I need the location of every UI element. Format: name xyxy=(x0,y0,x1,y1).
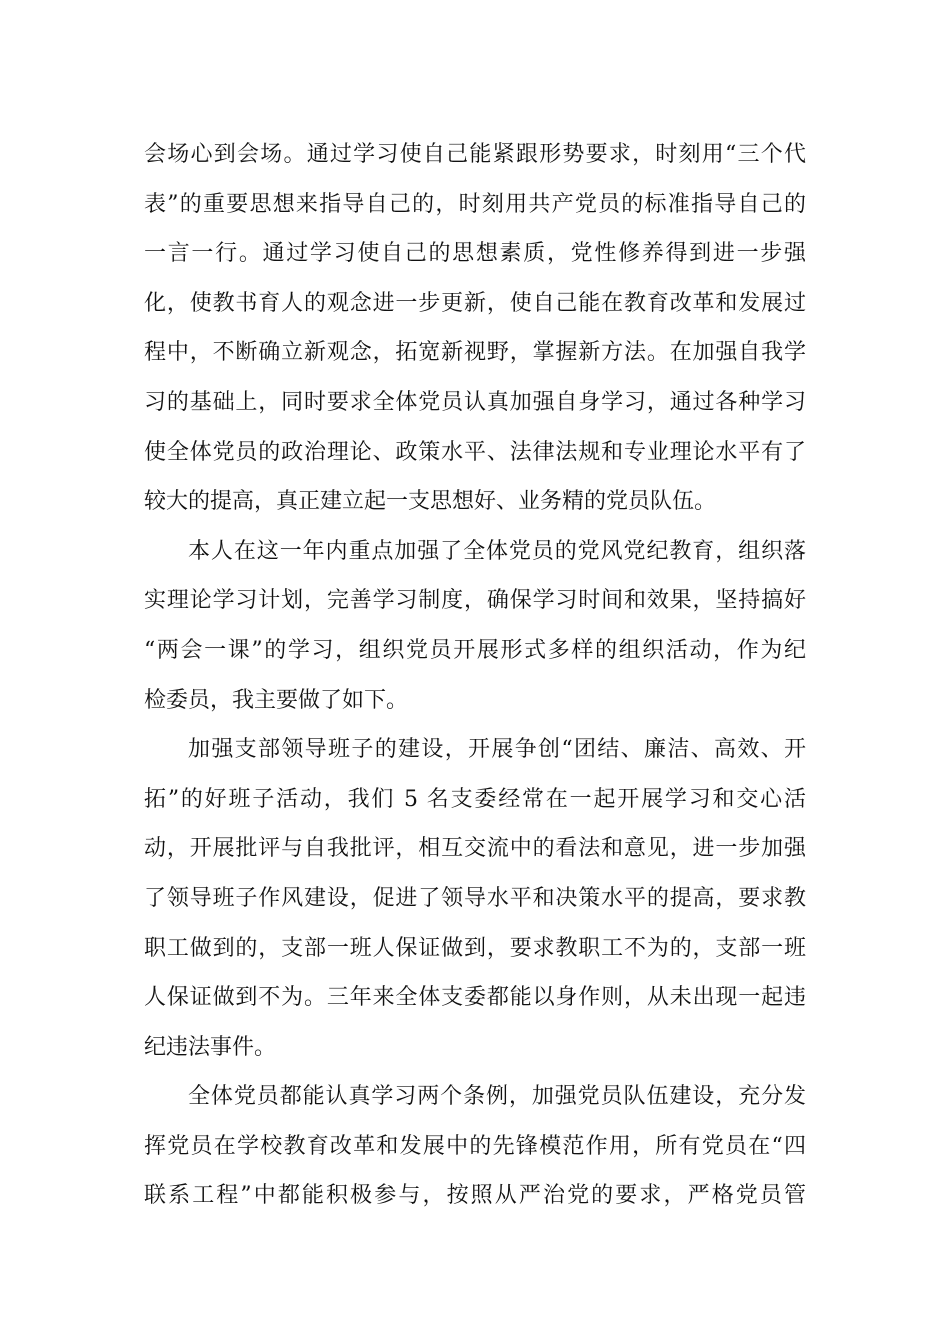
text-line: 会场心到会场。通过学习使自己能紧跟形势要求，时刻用“三个代 xyxy=(144,142,806,167)
text-line: 化，使教书育人的观念进一步更新，使自己能在教育改革和发展过 xyxy=(144,290,806,316)
text-line: 拓”的好班子活动，我们 5 名支委经常在一起开展学习和交心活 xyxy=(144,786,806,812)
text-line: 加强支部领导班子的建设，开展争创“团结、廉洁、高效、开 xyxy=(188,737,806,763)
text-line: 程中，不断确立新观念，拓宽新视野，掌握新方法。在加强自我学 xyxy=(144,340,806,366)
document-body xyxy=(144,130,806,1221)
text-line: 较大的提高，真正建立起一支思想好、业务精的党员队伍。 xyxy=(144,489,717,515)
text-line: “两会一课”的学习，组织党员开展形式多样的组织活动，作为纪 xyxy=(144,637,806,663)
text-line: 一言一行。通过学习使自己的思想素质，党性修养得到进一步强 xyxy=(144,241,806,267)
text-line: 挥党员在学校教育改革和发展中的先锋模范作用，所有党员在“四 xyxy=(144,1133,806,1159)
text-line: 习的基础上，同时要求全体党员认真加强自身学习，通过各种学习 xyxy=(144,389,806,415)
text-line: 人保证做到不为。三年来全体支委都能以身作则，从未出现一起违 xyxy=(144,985,806,1011)
text-line: 表”的重要思想来指导自己的，时刻用共产党员的标准指导自己的 xyxy=(144,191,806,217)
text-line: 了领导班子作风建设，促进了领导水平和决策水平的提高，要求教 xyxy=(144,885,806,911)
text-line: 检委员，我主要做了如下。 xyxy=(144,687,409,713)
text-line: 联系工程”中都能积极参与，按照从严治党的要求，严格党员管 xyxy=(144,1183,806,1209)
text-line: 动，开展批评与自我批评，相互交流中的看法和意见，进一步加强 xyxy=(144,836,806,862)
text-line: 使全体党员的政治理论、政策水平、法律法规和专业理论水平有了 xyxy=(144,439,806,465)
text-line: 职工做到的，支部一班人保证做到，要求教职工不为的，支部一班 xyxy=(144,935,806,961)
text-line: 本人在这一年内重点加强了全体党员的党风党纪教育，组织落 xyxy=(188,538,806,564)
text-line: 全体党员都能认真学习两个条例，加强党员队伍建设，充分发 xyxy=(188,1084,806,1110)
text-line: 实理论学习计划，完善学习制度，确保学习时间和效果，坚持搞好 xyxy=(144,588,806,614)
text-line: 纪违法事件。 xyxy=(144,1034,277,1060)
